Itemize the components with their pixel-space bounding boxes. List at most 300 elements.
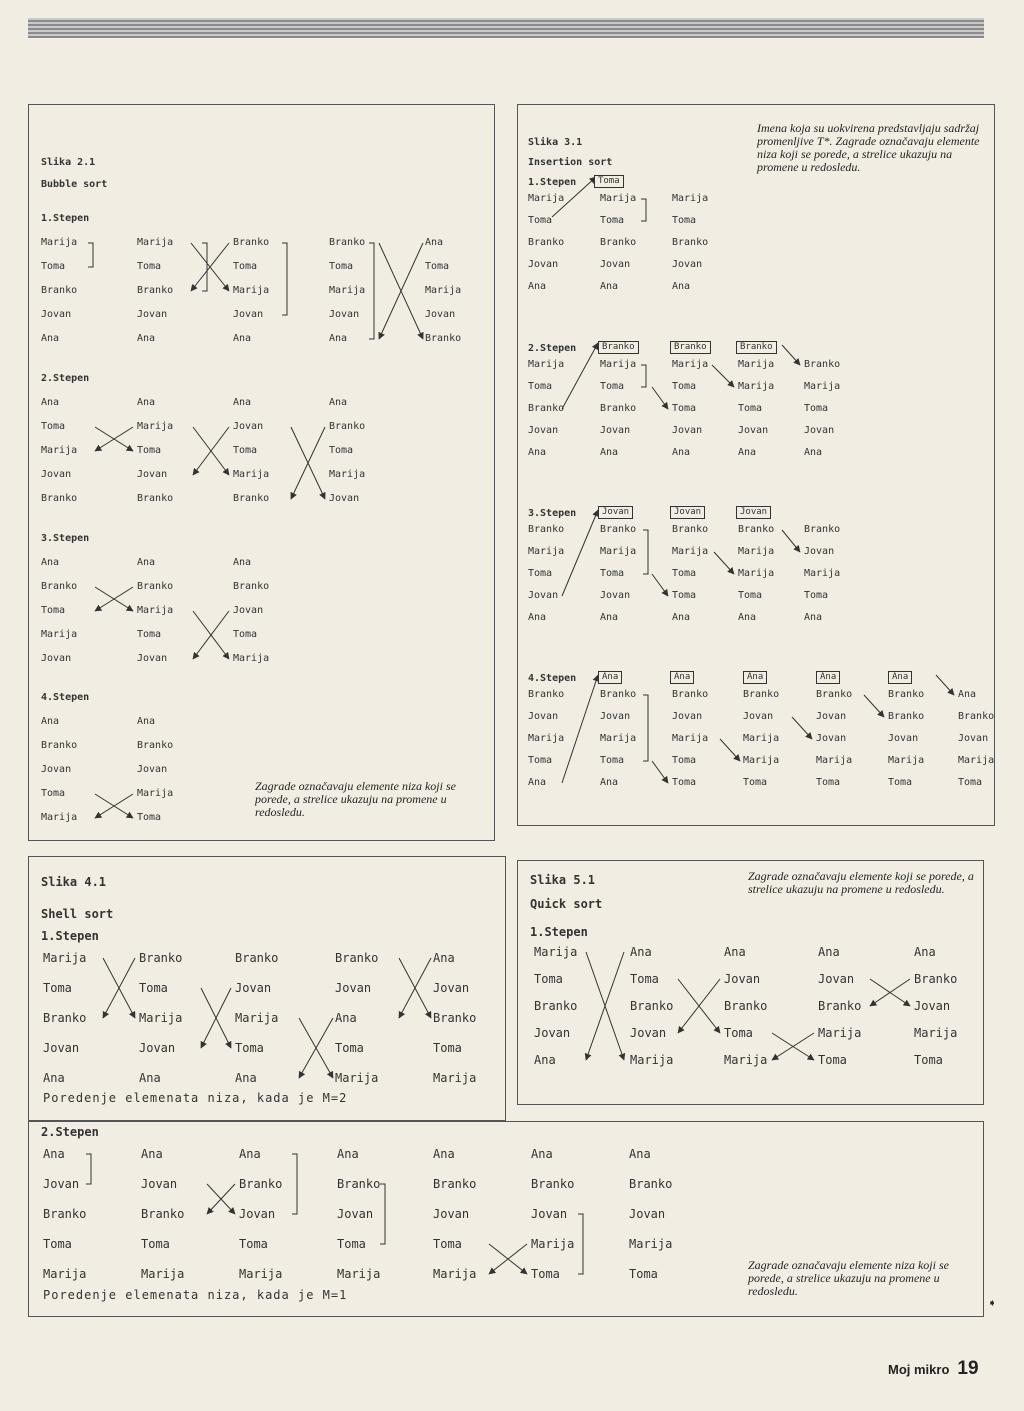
list-item: Jovan	[239, 1207, 276, 1221]
list-item: Toma	[888, 777, 913, 788]
list-item: Jovan	[141, 1177, 178, 1191]
compare-bracket	[641, 199, 646, 221]
list-item: Marija	[233, 469, 270, 480]
list-item: Toma	[672, 568, 697, 579]
list-item: Branko	[137, 581, 174, 592]
swap-arrow	[936, 675, 954, 695]
insertion-step-label: 4.Stepen	[528, 673, 577, 684]
list-item: Branko	[914, 972, 958, 986]
list-item: Toma	[672, 381, 697, 392]
list-item: Ana	[41, 333, 60, 344]
temp-variable-box: Ana	[743, 671, 767, 684]
list-item: Marija	[629, 1237, 673, 1251]
bubble-step-label: 3.Stepen	[41, 533, 90, 544]
list-item: Branko	[629, 1177, 673, 1191]
list-item: Toma	[433, 1237, 462, 1251]
list-item: Marija	[528, 546, 565, 557]
list-item: Toma	[672, 590, 697, 601]
temp-variable-box: Jovan	[736, 506, 771, 519]
list-item: Jovan	[43, 1041, 80, 1055]
list-item: Marija	[139, 1011, 183, 1025]
list-item: Ana	[43, 1071, 65, 1085]
list-item: Jovan	[43, 1177, 80, 1191]
list-item: Toma	[672, 755, 697, 766]
list-item: Marija	[738, 546, 775, 557]
figure-shell-sort	[28, 856, 506, 1121]
list-item: Jovan	[137, 764, 168, 775]
list-item: Branko	[141, 1207, 185, 1221]
list-item: Ana	[41, 716, 60, 727]
list-item: Branko	[818, 999, 862, 1013]
list-item: Ana	[804, 612, 823, 623]
list-item: Marija	[816, 755, 853, 766]
list-item: Marija	[433, 1071, 477, 1085]
list-item: Jovan	[233, 309, 264, 320]
temp-variable-box: Branko	[736, 341, 777, 354]
bubble-step-label: 2.Stepen	[41, 373, 90, 384]
list-item: Toma	[233, 261, 258, 272]
list-item: Toma	[141, 1237, 170, 1251]
figure-insertion-sort	[517, 104, 995, 826]
list-item: Marija	[43, 951, 87, 965]
list-item: Branko	[137, 493, 174, 504]
list-item: Toma	[329, 261, 354, 272]
list-item: Branko	[41, 285, 78, 296]
list-item: Toma	[528, 381, 553, 392]
list-item: Jovan	[804, 425, 835, 436]
list-item: Jovan	[233, 605, 264, 616]
list-item: Marija	[738, 359, 775, 370]
list-item: Jovan	[528, 259, 559, 270]
list-item: Branko	[528, 237, 565, 248]
list-item: Marija	[137, 237, 174, 248]
list-item: Branko	[600, 689, 637, 700]
list-item: Ana	[600, 281, 619, 292]
bubble-subtitle: Bubble sort	[41, 179, 108, 190]
list-item: Marija	[528, 733, 565, 744]
list-item: Marija	[672, 733, 709, 744]
list-item: Jovan	[41, 309, 72, 320]
bubble-title: Slika 2.1	[41, 157, 96, 168]
compare-bracket	[578, 1214, 583, 1274]
list-item: Ana	[629, 1147, 651, 1161]
insertion-step-label: 1.Stepen	[528, 177, 577, 188]
list-item: Marija	[804, 568, 841, 579]
list-item: Marija	[672, 193, 709, 204]
insertion-step-label: 3.Stepen	[528, 508, 577, 519]
list-item: Ana	[233, 333, 252, 344]
list-item: Ana	[630, 945, 652, 959]
list-item: Toma	[335, 1041, 364, 1055]
list-item: Ana	[433, 951, 455, 965]
list-item: Branko	[335, 951, 379, 965]
compare-bracket	[369, 243, 374, 339]
list-item: Marija	[600, 359, 637, 370]
list-item: Ana	[235, 1071, 257, 1085]
list-item: Toma	[804, 403, 829, 414]
list-item: Toma	[743, 777, 768, 788]
list-item: Ana	[528, 612, 547, 623]
list-item: Jovan	[534, 1026, 571, 1040]
list-item: Jovan	[425, 309, 456, 320]
list-item: Jovan	[329, 309, 360, 320]
list-item: Marija	[233, 653, 270, 664]
list-item: Branko	[816, 689, 853, 700]
list-item: Jovan	[433, 1207, 470, 1221]
list-item: Ana	[738, 612, 757, 623]
list-item: Branko	[738, 524, 775, 535]
list-item: Ana	[534, 1053, 556, 1067]
list-item: Marija	[425, 285, 462, 296]
list-item: Branko	[672, 524, 709, 535]
list-item: Branko	[534, 999, 578, 1013]
list-item: Ana	[233, 557, 252, 568]
list-item: Jovan	[137, 309, 168, 320]
list-item: Branko	[630, 999, 674, 1013]
list-item: Branko	[41, 581, 78, 592]
list-item: Marija	[43, 1267, 87, 1281]
list-item: Ana	[137, 557, 156, 568]
list-item: Ana	[137, 716, 156, 727]
list-item: Branko	[329, 237, 366, 248]
list-item: Branko	[233, 237, 270, 248]
list-item: Ana	[818, 945, 840, 959]
list-item: Jovan	[41, 764, 72, 775]
list-item: Branko	[531, 1177, 575, 1191]
list-item: Branko	[235, 951, 279, 965]
list-item: Jovan	[738, 425, 769, 436]
quick-step-label: 1.Stepen	[530, 925, 588, 939]
swap-arrow	[782, 530, 800, 552]
list-item: Toma	[233, 629, 258, 640]
list-item: Toma	[43, 981, 72, 995]
list-item: Marija	[888, 755, 925, 766]
list-item: Jovan	[724, 972, 761, 986]
insertion-title: Slika 3.1	[528, 137, 583, 148]
list-item: Ana	[600, 777, 619, 788]
list-item: Jovan	[137, 653, 168, 664]
list-item: Jovan	[672, 711, 703, 722]
list-item: Toma	[629, 1267, 658, 1281]
list-item: Ana	[139, 1071, 161, 1085]
list-item: Jovan	[528, 711, 559, 722]
list-item: Branko	[804, 359, 841, 370]
list-item: Marija	[804, 381, 841, 392]
list-item: Ana	[531, 1147, 553, 1161]
list-item: Branko	[958, 711, 995, 722]
list-item: Toma	[137, 445, 162, 456]
list-item: Branko	[724, 999, 768, 1013]
list-item: Jovan	[235, 981, 272, 995]
continue-arrow-icon: ➧	[988, 1296, 997, 1312]
list-item: Branko	[41, 740, 78, 751]
list-item: Toma	[233, 445, 258, 456]
list-item: Ana	[528, 777, 547, 788]
list-item: Toma	[816, 777, 841, 788]
swap-arrow	[652, 574, 668, 596]
temp-variable-box: Ana	[670, 671, 694, 684]
list-item: Toma	[738, 403, 763, 414]
list-item: Marija	[630, 1053, 674, 1067]
list-item: Marija	[600, 733, 637, 744]
list-item: Ana	[724, 945, 746, 959]
list-item: Ana	[528, 447, 547, 458]
temp-variable-box: Jovan	[670, 506, 705, 519]
list-item: Toma	[600, 568, 625, 579]
page-footer	[888, 1358, 979, 1380]
temp-variable-box: Toma	[594, 175, 624, 188]
list-item: Marija	[743, 755, 780, 766]
list-item: Branko	[600, 403, 637, 414]
list-item: Branko	[239, 1177, 283, 1191]
list-item: Marija	[235, 1011, 279, 1025]
quick-subtitle: Quick sort	[530, 897, 603, 911]
list-item: Toma	[235, 1041, 264, 1055]
list-item: Jovan	[914, 999, 951, 1013]
list-item: Jovan	[531, 1207, 568, 1221]
list-item: Branko	[137, 285, 174, 296]
list-item: Ana	[43, 1147, 65, 1161]
list-item: Jovan	[600, 590, 631, 601]
list-item: Jovan	[600, 425, 631, 436]
list-item: Toma	[738, 590, 763, 601]
list-item: Jovan	[818, 972, 855, 986]
swap-arrow	[792, 717, 812, 739]
bubble-step-label: 1.Stepen	[41, 213, 90, 224]
list-item: Toma	[139, 981, 168, 995]
swap-arrow	[714, 552, 734, 574]
bubble-note: Zagrade označavaju elemente niza koji se porede, a strelice ukazuju na promene u redosledu.	[255, 779, 456, 819]
list-item: Ana	[335, 1011, 357, 1025]
swap-arrow	[652, 761, 668, 783]
list-item: Marija	[335, 1071, 379, 1085]
list-item: Branko	[672, 689, 709, 700]
bubble-step-label: 4.Stepen	[41, 692, 90, 703]
list-item: Jovan	[233, 421, 264, 432]
swap-arrow	[712, 365, 734, 387]
list-item: Branko	[43, 1011, 87, 1025]
header-rule	[28, 18, 984, 38]
list-item: Marija	[337, 1267, 381, 1281]
list-item: Marija	[914, 1026, 958, 1040]
list-item: Toma	[41, 605, 66, 616]
figure-bubble-sort	[28, 104, 495, 841]
list-item: Branko	[329, 421, 366, 432]
list-item: Toma	[672, 215, 697, 226]
temp-variable-box: Branko	[670, 341, 711, 354]
list-item: Marija	[137, 605, 174, 616]
list-item: Toma	[600, 381, 625, 392]
list-item: Toma	[958, 777, 983, 788]
shell-subtitle: Shell sort	[41, 907, 114, 921]
list-item: Toma	[528, 568, 553, 579]
list-item: Branko	[233, 581, 270, 592]
list-item: Jovan	[958, 733, 989, 744]
list-item: Branko	[528, 524, 565, 535]
list-item: Marija	[41, 812, 78, 823]
list-item: Ana	[233, 397, 252, 408]
list-item: Jovan	[41, 653, 72, 664]
list-item: Toma	[818, 1053, 847, 1067]
compare-bracket	[641, 365, 646, 387]
list-item: Jovan	[335, 981, 372, 995]
list-item: Branko	[672, 237, 709, 248]
list-item: Marija	[41, 629, 78, 640]
list-item: Ana	[41, 557, 60, 568]
temp-variable-box: Ana	[816, 671, 840, 684]
list-item: Toma	[41, 421, 66, 432]
list-item: Marija	[738, 381, 775, 392]
swap-arrow	[562, 510, 598, 596]
list-item: Branko	[888, 711, 925, 722]
list-item: Ana	[137, 333, 156, 344]
list-item: Toma	[724, 1026, 753, 1040]
list-item: Marija	[137, 421, 174, 432]
list-item: Ana	[600, 612, 619, 623]
list-item: Marija	[41, 445, 78, 456]
list-item: Toma	[600, 755, 625, 766]
compare-bracket	[88, 243, 93, 267]
temp-variable-box: Branko	[598, 341, 639, 354]
list-item: Marija	[233, 285, 270, 296]
list-item: Ana	[672, 281, 691, 292]
compare-bracket	[282, 243, 287, 315]
list-item: Marija	[41, 237, 78, 248]
list-item: Branko	[600, 237, 637, 248]
list-item: Toma	[137, 261, 162, 272]
list-item: Toma	[531, 1267, 560, 1281]
list-item: Marija	[239, 1267, 283, 1281]
list-item: Marija	[329, 469, 366, 480]
list-item: Branko	[888, 689, 925, 700]
list-item: Marija	[531, 1237, 575, 1251]
list-item: Branko	[433, 1177, 477, 1191]
list-item: Toma	[672, 403, 697, 414]
list-item: Jovan	[329, 493, 360, 504]
list-item: Marija	[818, 1026, 862, 1040]
list-item: Ana	[137, 397, 156, 408]
list-item: Branko	[139, 951, 183, 965]
shell-step2-caption: Poredenje elemenata niza, kada je M=1	[43, 1288, 348, 1302]
list-item: Branko	[233, 493, 270, 504]
list-item: Ana	[528, 281, 547, 292]
list-item: Jovan	[600, 711, 631, 722]
list-item: Toma	[41, 788, 66, 799]
swap-arrow	[652, 387, 668, 409]
quick-note: Zagrade označavaju elemente koji se porede, a strelice ukazuju na promene u redosledu.	[748, 869, 974, 896]
list-item: Jovan	[600, 259, 631, 270]
list-item: Marija	[137, 788, 174, 799]
list-item: Branko	[137, 740, 174, 751]
list-item: Marija	[141, 1267, 185, 1281]
list-item: Toma	[41, 261, 66, 272]
list-item: Jovan	[672, 259, 703, 270]
list-item: Toma	[329, 445, 354, 456]
list-item: Ana	[239, 1147, 261, 1161]
compare-bracket	[86, 1154, 91, 1184]
list-item: Jovan	[137, 469, 168, 480]
list-item: Jovan	[41, 469, 72, 480]
list-item: Marija	[724, 1053, 768, 1067]
insertion-step-label: 2.Stepen	[528, 343, 577, 354]
list-item: Toma	[600, 215, 625, 226]
list-item: Toma	[914, 1053, 943, 1067]
list-item: Toma	[433, 1041, 462, 1055]
list-item: Marija	[433, 1267, 477, 1281]
list-item: Marija	[738, 568, 775, 579]
shell-note: Zagrade označavaju elemente niza koji se porede, a strelice ukazuju na promene u redosledu.	[748, 1258, 949, 1298]
page-number: 19	[957, 1358, 979, 1379]
list-item: Ana	[958, 689, 977, 700]
compare-bracket	[292, 1154, 297, 1214]
list-item: Ana	[600, 447, 619, 458]
list-item: Jovan	[672, 425, 703, 436]
list-item: Ana	[425, 237, 444, 248]
list-item: Branko	[43, 1207, 87, 1221]
list-item: Jovan	[139, 1041, 176, 1055]
list-item: Toma	[337, 1237, 366, 1251]
list-item: Jovan	[528, 590, 559, 601]
list-item: Marija	[600, 546, 637, 557]
list-item: Jovan	[816, 711, 847, 722]
temp-variable-box: Ana	[888, 671, 912, 684]
shell-step1-caption: Poredenje elemenata niza, kada je M=2	[43, 1091, 348, 1105]
swap-arrow	[782, 345, 800, 365]
list-item: Branko	[337, 1177, 381, 1191]
list-item: Jovan	[888, 733, 919, 744]
insertion-subtitle: Insertion sort	[528, 157, 613, 168]
compare-bracket	[380, 1184, 385, 1244]
list-item: Marija	[672, 359, 709, 370]
quick-title: Slika 5.1	[530, 873, 596, 887]
list-item: Jovan	[816, 733, 847, 744]
list-item: Branko	[425, 333, 462, 344]
swap-arrow	[562, 675, 598, 783]
list-item: Jovan	[630, 1026, 667, 1040]
figure-quick-sort	[517, 860, 984, 1105]
shell-step-label: 2.Stepen	[41, 1125, 99, 1139]
list-item: Toma	[534, 972, 563, 986]
temp-variable-box: Ana	[598, 671, 622, 684]
list-item: Jovan	[804, 546, 835, 557]
list-item: Jovan	[743, 711, 774, 722]
list-item: Ana	[329, 397, 348, 408]
list-item: Ana	[672, 612, 691, 623]
list-item: Jovan	[629, 1207, 666, 1221]
list-item: Branko	[528, 689, 565, 700]
list-item: Toma	[137, 629, 162, 640]
list-item: Branko	[528, 403, 565, 414]
list-item: Jovan	[528, 425, 559, 436]
list-item: Marija	[672, 546, 709, 557]
list-item: Branko	[433, 1011, 477, 1025]
list-item: Marija	[600, 193, 637, 204]
list-item: Toma	[528, 755, 553, 766]
compare-bracket	[643, 530, 648, 574]
list-item: Marija	[743, 733, 780, 744]
list-item: Toma	[137, 812, 162, 823]
list-item: Toma	[528, 215, 553, 226]
list-item: Branko	[41, 493, 78, 504]
list-item: Branko	[600, 524, 637, 535]
temp-variable-box: Jovan	[598, 506, 633, 519]
list-item: Jovan	[337, 1207, 374, 1221]
list-item: Ana	[804, 447, 823, 458]
list-item: Toma	[672, 777, 697, 788]
list-item: Ana	[141, 1147, 163, 1161]
list-item: Ana	[433, 1147, 455, 1161]
compare-bracket	[202, 243, 207, 291]
